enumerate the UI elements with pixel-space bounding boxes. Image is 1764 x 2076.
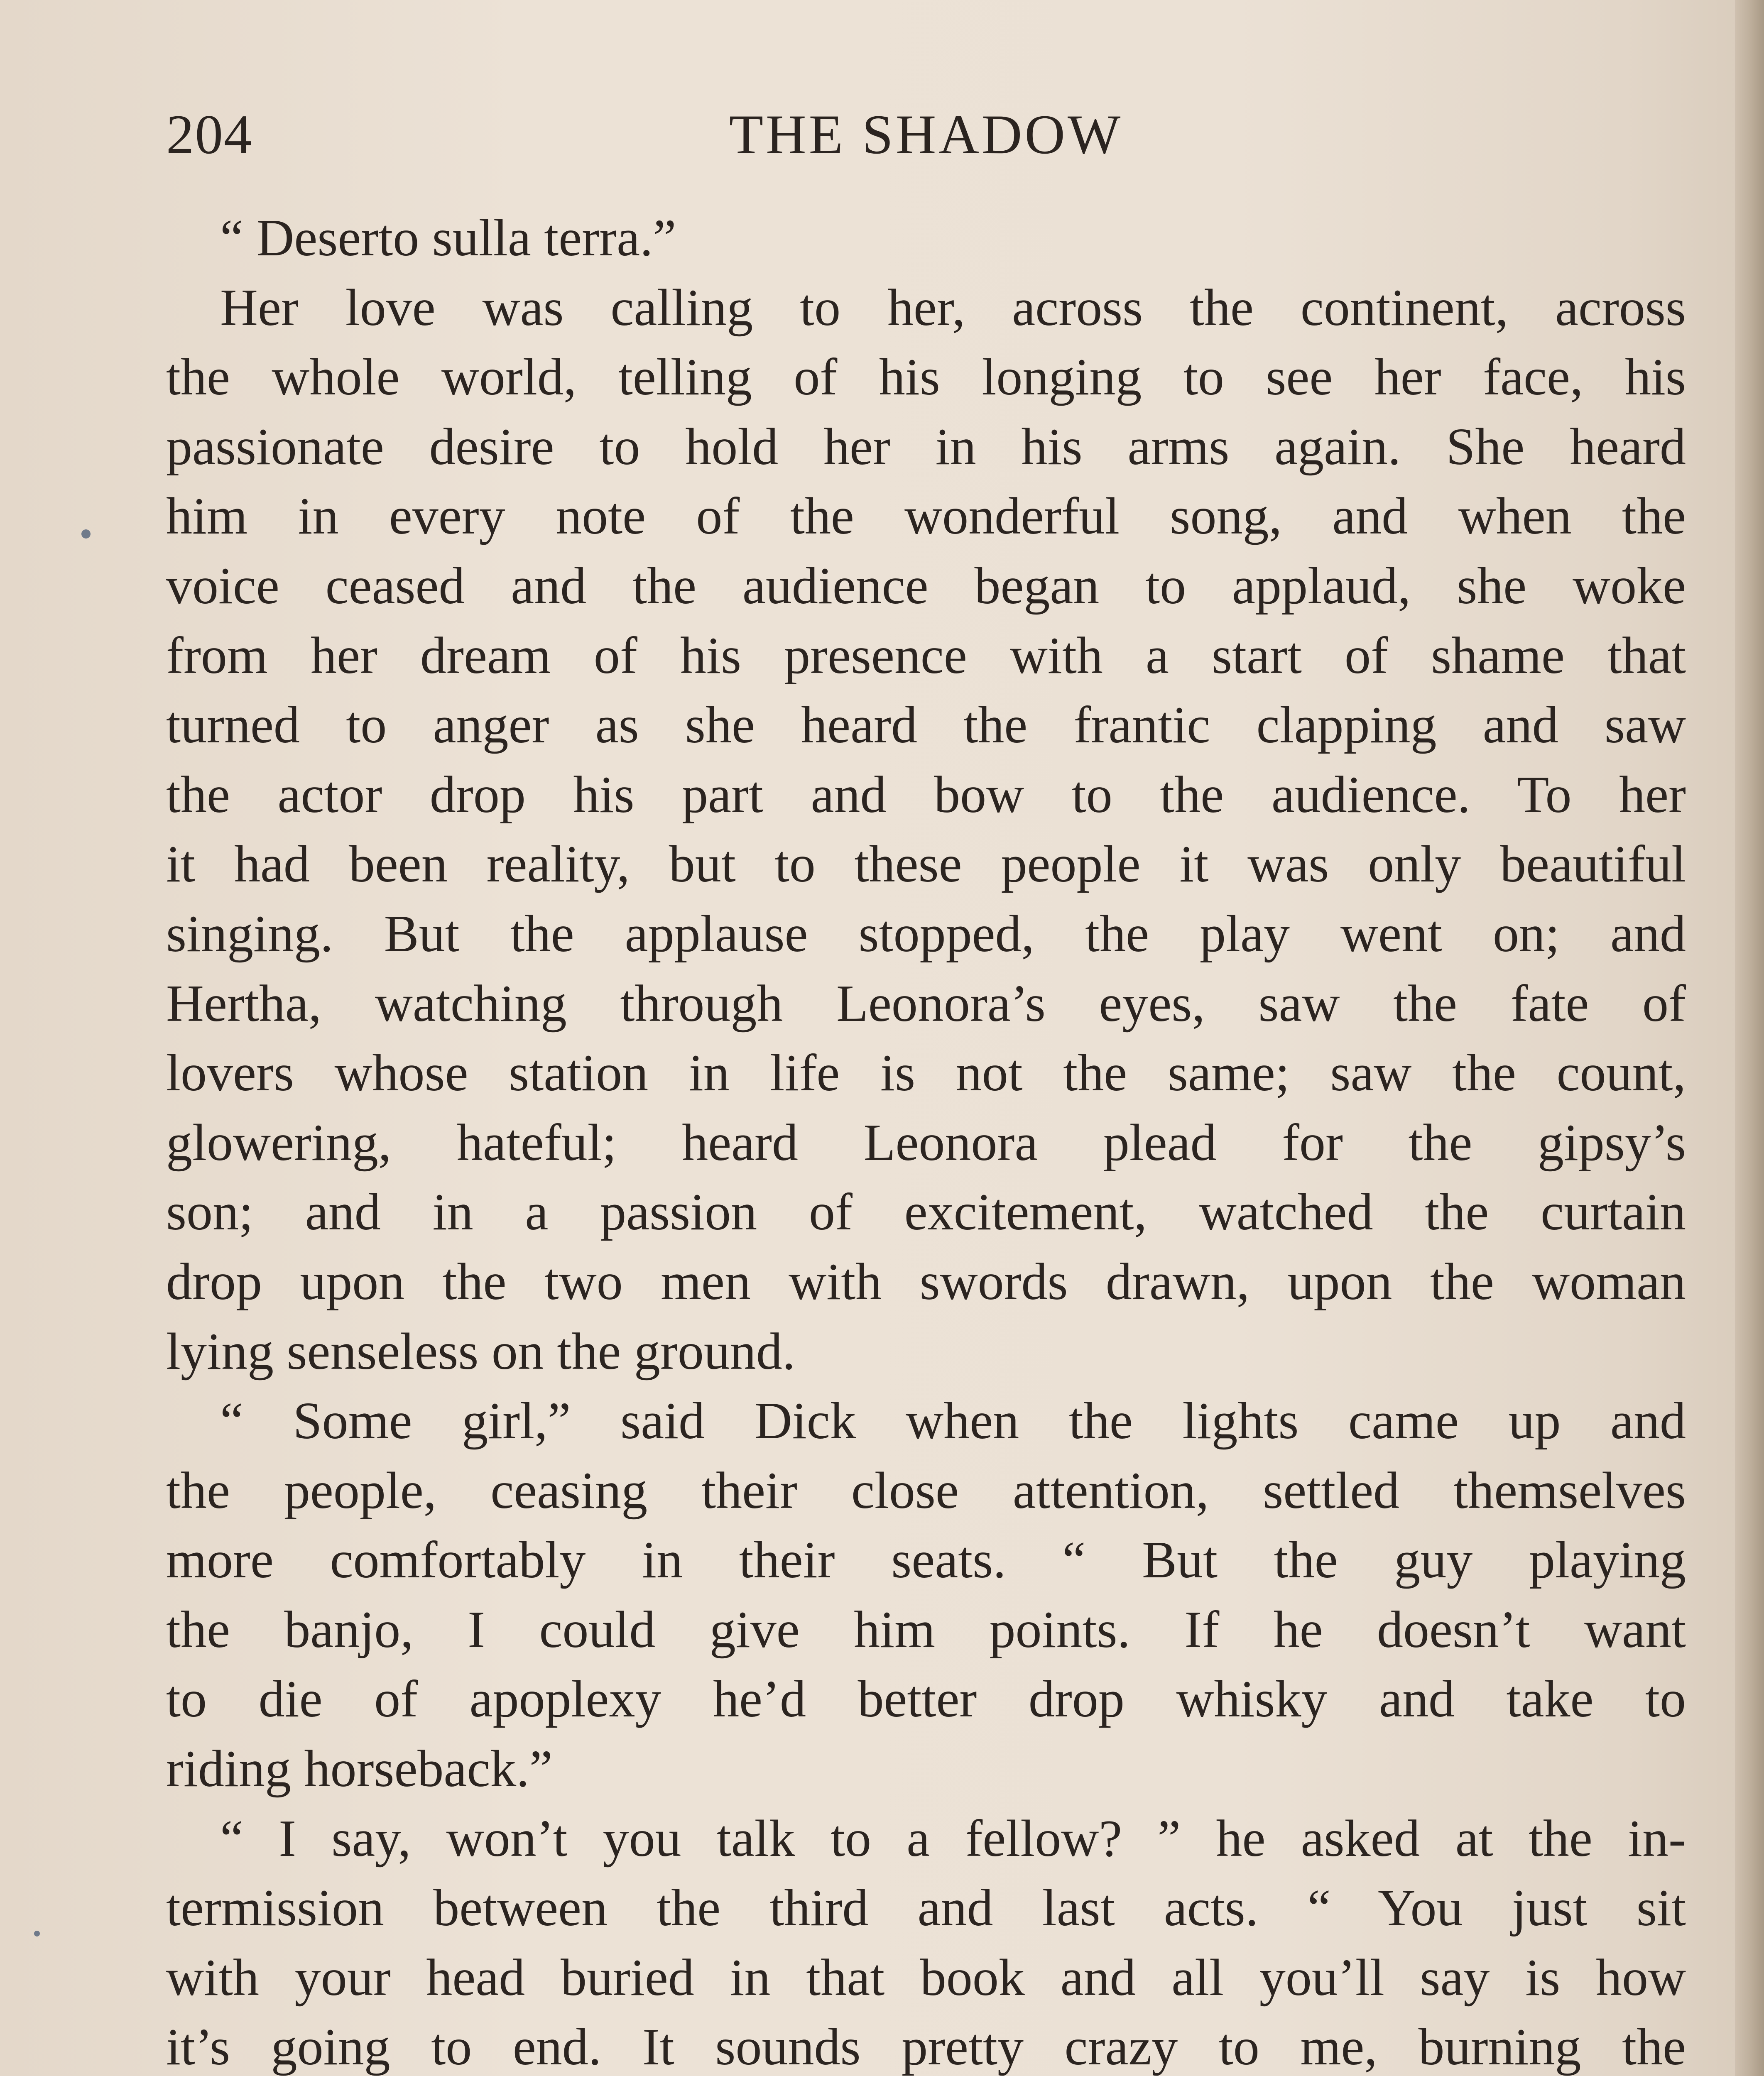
text-line: Hertha, watching through Leonora’s eyes, saw the fate of [166, 974, 1686, 1033]
ink-speck [81, 529, 91, 539]
ink-speck [34, 1931, 40, 1936]
text-line: son; and in a passion of excitement, watched the curtain [166, 1183, 1686, 1241]
text-line: turned to anger as she heard the frantic clapping and saw [166, 696, 1686, 754]
page-header [166, 93, 1686, 176]
text-line: riding horseback.” [166, 1740, 553, 1798]
text-line: “ I say, won’t you talk to a fellow? ” he asked at the in- [220, 1809, 1686, 1868]
page-number: 204 [166, 104, 253, 166]
text-line: it had been reality, but to these people it was only beautiful [166, 835, 1686, 894]
text-line: passionate desire to hold her in his arms again. She heard [166, 418, 1686, 476]
text-line: lovers whose station in life is not the same; saw the count, [166, 1044, 1686, 1102]
body-text [166, 203, 1686, 2076]
text-line: the people, ceasing their close attention, settled themselves [166, 1462, 1686, 1520]
text-line: from her dream of his presence with a start of shame that [166, 627, 1686, 685]
text-line: “ Deserto sulla terra.” [220, 209, 676, 267]
text-line: more comfortably in their seats. “ But the guy playing [166, 1531, 1686, 1589]
running-title: THE SHADOW [729, 104, 1123, 166]
text-line: the actor drop his part and bow to the audience. To her [166, 766, 1686, 824]
text-line: the banjo, I could give him points. If he doesn’t want [166, 1601, 1686, 1659]
text-line: glowering, hateful; heard Leonora plead for the gipsy’s [166, 1114, 1686, 1172]
text-line: to die of apoplexy he’d better drop whisky and take to [166, 1670, 1686, 1728]
text-line: singing. But the applause stopped, the play went on; and [166, 905, 1686, 963]
text-line: the whole world, telling of his longing to see her face, his [166, 348, 1686, 406]
text-line: voice ceased and the audience began to applaud, she woke [166, 557, 1686, 615]
text-line: it’s going to end. It sounds pretty crazy to me, burning the [166, 2018, 1686, 2076]
text-line: with your head buried in that book and all you’ll say is how [166, 1949, 1686, 2007]
page-edge [1735, 0, 1764, 2076]
text-line: “ Some girl,” said Dick when the lights came up and [220, 1392, 1686, 1450]
text-line: lying senseless on the ground. [166, 1322, 796, 1381]
text-line: him in every note of the wonderful song, and when the [166, 487, 1686, 546]
text-line: termission between the third and last acts. “ You just sit [166, 1879, 1686, 1937]
text-line: Her love was calling to her, across the continent, across [220, 279, 1686, 337]
text-line: drop upon the two men with swords drawn, upon the woman [166, 1253, 1686, 1311]
